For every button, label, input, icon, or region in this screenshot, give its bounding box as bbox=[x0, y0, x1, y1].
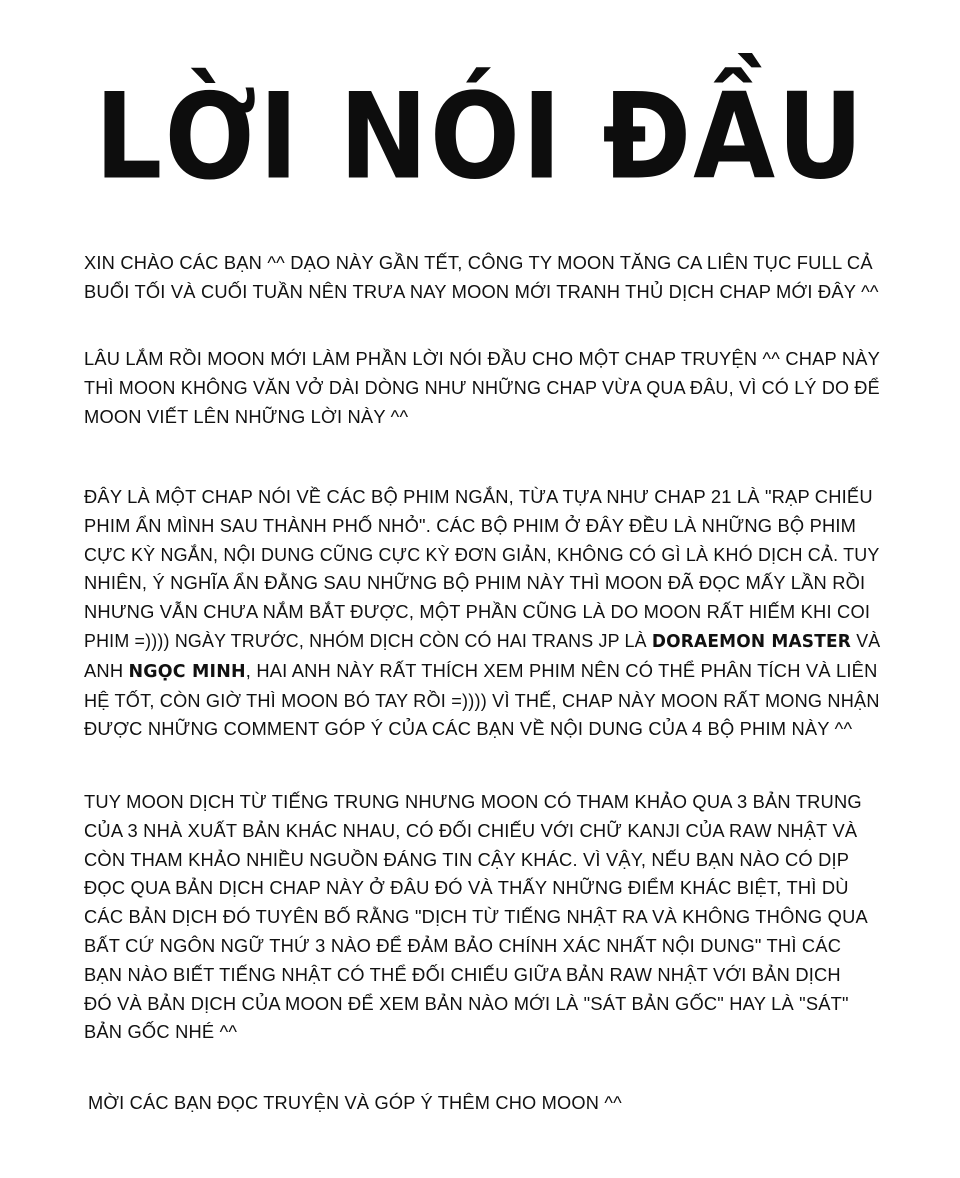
text-line: ĐÓ VÀ BẢN DỊCH CỦA MOON ĐỂ XEM BẢN NÀO MỚI LÀ "SÁT BẢN GỐC" HAY LÀ "SÁT" bbox=[84, 992, 849, 1014]
paragraph-greeting bbox=[84, 249, 884, 307]
text-run: PHIM =)))) NGÀY TRƯỚC, NHÓM DỊCH CÒN CÓ HAI TRANS JP LÀ bbox=[84, 629, 652, 651]
text-line: XIN CHÀO CÁC BẠN ^^ DẠO NÀY GẦN TẾT, CÔNG TY MOON TĂNG CA LIÊN TỤC FULL CẢ bbox=[84, 252, 873, 273]
text-run: ANH bbox=[84, 659, 129, 681]
text-line: CÒN THAM KHẢO NHIỀU NGUỒN ĐÁNG TIN CẬY KHÁC. VÌ VẬY, NẾU BẠN NÀO CÓ DỊP bbox=[84, 848, 850, 870]
page-title: LỜI NÓI ĐẦU bbox=[94, 67, 866, 206]
text-line bbox=[84, 627, 880, 657]
paragraph-short-films bbox=[84, 483, 884, 744]
text-line: BẠN NÀO BIẾT TIẾNG NHẬT CÓ THỂ ĐỐI CHIẾU GIỮA BẢN RAW NHẬT VỚI BẢN DỊCH bbox=[84, 963, 841, 985]
text-line: CÁC BẢN DỊCH ĐÓ TUYÊN BỐ RẰNG "DỊCH TỪ TIẾNG NHẬT RA VÀ KHÔNG THÔNG QUA bbox=[84, 906, 868, 928]
text-line: BẢN GỐC NHÉ ^^ bbox=[84, 1021, 238, 1043]
paragraph-invitation bbox=[88, 1089, 888, 1118]
paragraph-intro bbox=[84, 345, 884, 431]
text-line: TUY MOON DỊCH TỪ TIẾNG TRUNG NHƯNG MOON CÓ THAM KHẢO QUA 3 BẢN TRUNG bbox=[84, 791, 862, 812]
text-line: HỆ TỐT, CÒN GIỜ THÌ MOON BÓ TAY RỒI =)))) VÌ THẾ, CHAP NÀY MOON RẤT MONG NHẬN bbox=[84, 689, 880, 711]
text-line: BẤT CỨ NGÔN NGỮ THỨ 3 NÀO ĐỂ ĐẢM BẢO CHÍNH XÁC NHẤT NỘI DUNG" THÌ CÁC bbox=[84, 934, 842, 956]
text-run: VÀ bbox=[851, 629, 881, 651]
text-line: MOON VIẾT LÊN NHỮNG LỜI NÀY ^^ bbox=[84, 405, 409, 427]
text-line: CỰC KỲ NGẮN, NỘI DUNG CŨNG CỰC KỲ ĐƠN GIẢN, KHÔNG CÓ GÌ LÀ KHÓ DỊCH CẢ. TUY bbox=[84, 543, 880, 565]
translator-name-ngoc-minh: NGỌC MINH bbox=[128, 661, 246, 682]
text-line: MỜI CÁC BẠN ĐỌC TRUYỆN VÀ GÓP Ý THÊM CHO MOON ^^ bbox=[88, 1092, 622, 1113]
text-line: ĐỌC QUA BẢN DỊCH CHAP NÀY Ở ĐÂU ĐÓ VÀ THẤY NHỮNG ĐIỂM KHÁC BIỆT, THÌ DÙ bbox=[84, 877, 849, 899]
paragraph-translation-sources bbox=[84, 788, 884, 1047]
text-line: ĐÂY LÀ MỘT CHAP NÓI VỀ CÁC BỘ PHIM NGẮN, TỪA TỰA NHƯ CHAP 21 LÀ "RẠP CHIẾU bbox=[84, 486, 873, 507]
text-line: NHIÊN, Ý NGHĨA ẨN ĐẰNG SAU NHỮNG BỘ PHIM NÀY THÌ MOON ĐÃ ĐỌC MẤY LẦN RỒI bbox=[84, 572, 866, 594]
text-line: LÂU LẮM RỒI MOON MỚI LÀM PHẦN LỜI NÓI ĐẦU CHO MỘT CHAP TRUYỆN ^^ CHAP NÀY bbox=[84, 348, 881, 369]
text-line: CỦA 3 NHÀ XUẤT BẢN KHÁC NHAU, CÓ ĐỐI CHIẾU VỚI CHỮ KANJI CỦA RAW NHẬT VÀ bbox=[84, 819, 858, 841]
text-line: NHƯNG VẪN CHƯA NẮM BẮT ĐƯỢC, MỘT PHẦN CŨNG LÀ DO MOON RẤT HIẾM KHI COI bbox=[84, 601, 871, 623]
text-run: , HAI ANH NÀY RẤT THÍCH XEM PHIM NÊN CÓ THỂ PHÂN TÍCH VÀ LIÊN bbox=[245, 659, 878, 681]
text-line: PHIM ẨN MÌNH SAU THÀNH PHỐ NHỎ". CÁC BỘ PHIM Ở ĐÂY ĐỀU LÀ NHỮNG BỘ PHIM bbox=[84, 514, 857, 536]
translator-name-doraemon-master: DORAEMON MASTER bbox=[651, 631, 852, 652]
text-line: THÌ MOON KHÔNG VĂN VỞ DÀI DÒNG NHƯ NHỮNG CHAP VỪA QUA ĐÂU, VÌ CÓ LÝ DO ĐỂ bbox=[84, 376, 880, 398]
text-line bbox=[84, 657, 877, 687]
text-line: ĐƯỢC NHỮNG COMMENT GÓP Ý CỦA CÁC BẠN VỀ NỘI DUNG CỦA 4 BỘ PHIM NÀY ^^ bbox=[84, 718, 853, 740]
text-line: BUỔI TỐI VÀ CUỐI TUẦN NÊN TRƯA NAY MOON MỚI TRANH THỦ DỊCH CHAP MỚI ĐÂY ^^ bbox=[84, 280, 879, 302]
